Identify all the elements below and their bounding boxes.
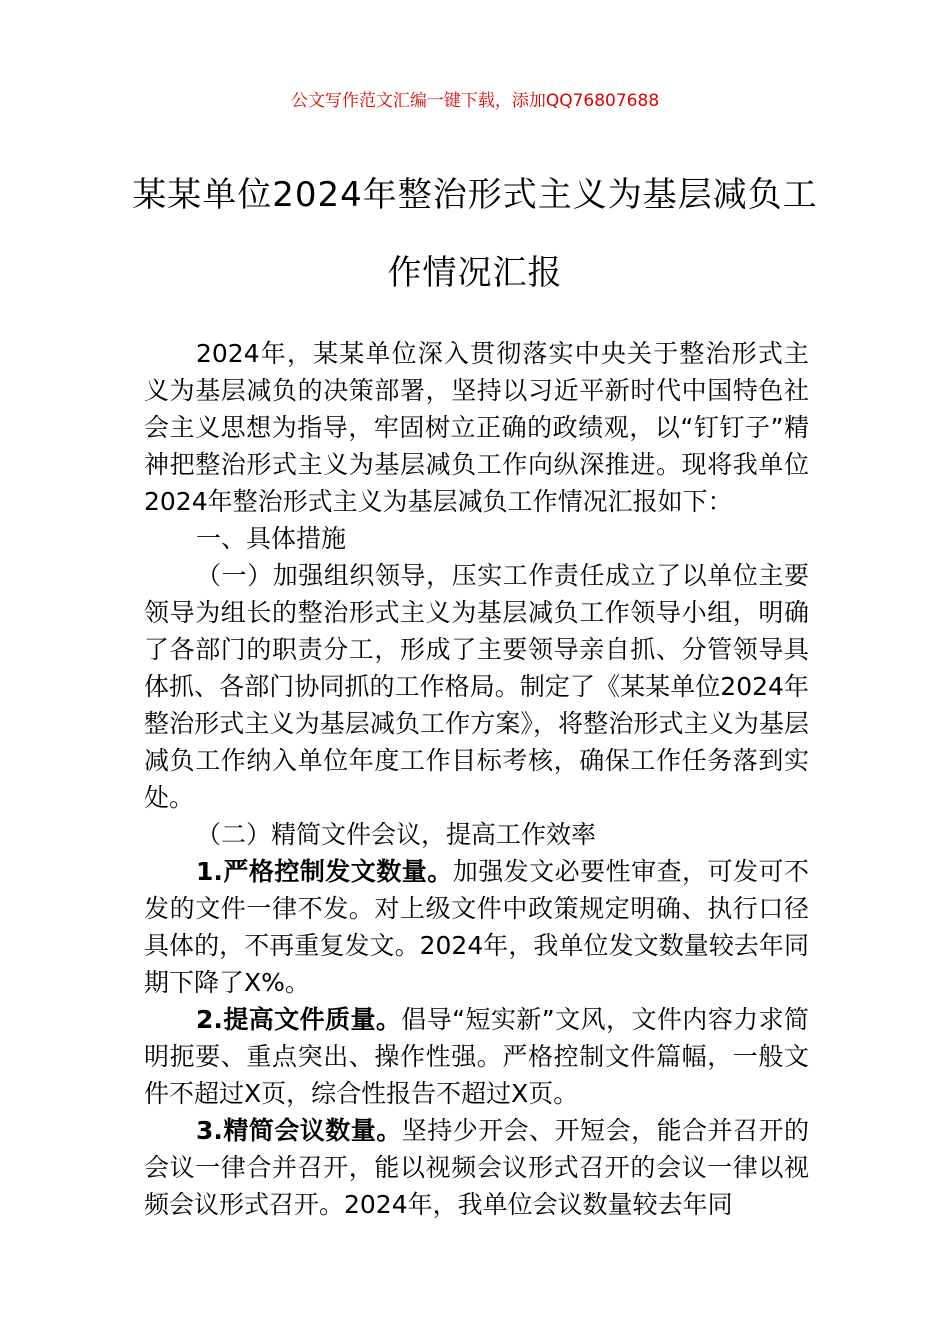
subsection-organization: （一）加强组织领导，压实工作责任成立了以单位主要领导为组长的整治形式主义为基层减负工作领导小组，明确了各部门的职责分工，形成了主要领导亲自抓、分管领导具体抓、各部门协同抓的工作格局。制定了《某某单位2024年整治形式主义为基层减负工作方案》，将整治形式主义为基层减负工作纳入单位年度工作目标考核，确保工作任务落到实处。 xyxy=(144,561,809,812)
subsection-heading-streamline: （二）精简文件会议，提高工作效率 xyxy=(196,820,597,849)
document-title: 某某单位2024年整治形式主义为基层减负工作情况汇报 xyxy=(132,175,818,293)
section-heading-measures: 一、具体措施 xyxy=(196,524,347,553)
item-lead: 3.精简会议数量。 xyxy=(196,1116,402,1145)
download-notice: 公文写作范文汇编一键下载，添加QQ76807688 xyxy=(290,91,660,111)
item-lead: 2.提高文件质量。 xyxy=(196,1005,402,1034)
item-document-count: 1.严格控制发文数量。加强发文必要性审查，可发可不发的文件一律不发。对上级文件中政策规定明确、执行口径具体的，不再重复发文。2024年，我单位发文数量较去年同期下降了X%。 xyxy=(144,857,809,997)
item-document-quality: 2.提高文件质量。倡导“短实新”文风，文件内容力求简明扼要、重点突出、操作性强。严格控制文件篇幅，一般文件不超过X页，综合性报告不超过X页。 xyxy=(144,1005,809,1108)
item-meeting-count: 3.精简会议数量。坚持少开会、开短会，能合并召开的会议一律合并召开，能以视频会议形式召开的会议一律以视频会议形式召开。2024年，我单位会议数量较去年同 xyxy=(144,1116,809,1219)
intro-paragraph: 2024年，某某单位深入贯彻落实中央关于整治形式主义为基层减负的决策部署，坚持以习近平新时代中国特色社会主义思想为指导，牢固树立正确的政绩观，以“钉钉子”精神把整治形式主义为基层减负工作向纵深推进。现将我单位2024年整治形式主义为基层减负工作情况汇报如下： xyxy=(144,339,809,516)
item-lead: 1.严格控制发文数量。 xyxy=(196,857,453,886)
document-body xyxy=(144,335,809,1223)
